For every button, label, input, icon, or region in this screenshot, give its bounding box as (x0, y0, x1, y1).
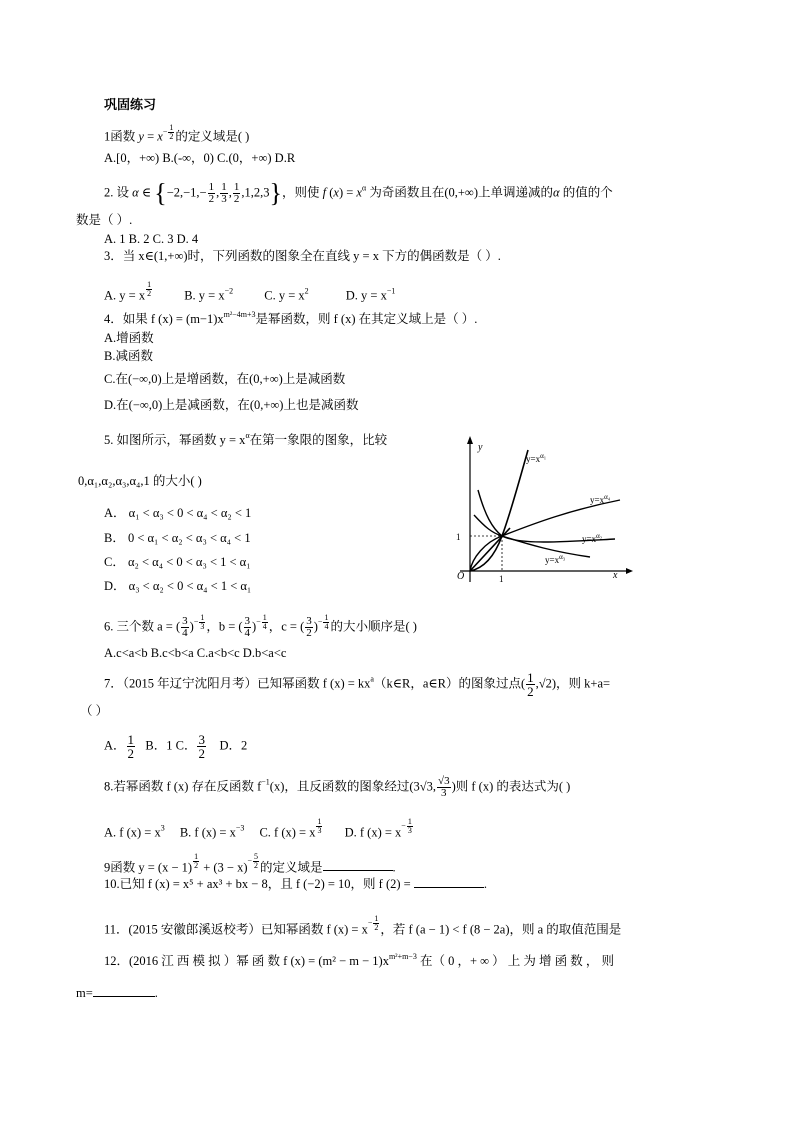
q7-options: A． $\frac{1}{2}$ B．1 C． $\frac{3}{2}$ D．2 (104, 732, 248, 761)
question-5: 5. 如图所示，幂函数 $y = x^\alpha$在第一象限的图象，比较 (104, 431, 388, 447)
q2-line2: 数是（ ）. (76, 213, 133, 227)
q4-option-c: C.在(−∞,0)上是增函数，在(0,+∞)上是减函数 (104, 372, 346, 386)
q5-option-c: C． α₂ < α₄ < 0 < α₃ < 1 < α₁ (104, 555, 251, 569)
curve-label-alpha2: $y=x^{\alpha_2}$ (582, 532, 603, 544)
q5-option-b: B． 0 < α₁ < α₂ < α₃ < α₄ < 1 (104, 531, 251, 545)
q3-option-b: B. y = x (184, 288, 225, 303)
curve-line-y-equals-x (470, 528, 510, 571)
y-axis-arrow (467, 436, 473, 444)
q5-option-d: D． α₃ < α₂ < 0 < α₄ < 1 < α₁ (104, 579, 252, 593)
q9-answer-blank[interactable] (323, 870, 393, 871)
question-8: 8.若幂函数 f (x) 存在反函数 $f^{-1}(x)$，且反函数的图象经过(3√3, $\frac{√3}{3}$ )则 f (x) 的表达式为( ) (104, 775, 571, 799)
question-12: 12．(2016 江 西 模 拟 ）幂 函 数 f $(x) = (m^2 - m - 1)x^{m^2+m-3}$ 在（ 0 ，+ ∞ ） 上 为 增 函 数 ， 则 (104, 952, 615, 968)
tick-label-1y: 1 (456, 532, 461, 542)
q10-answer-blank[interactable] (414, 887, 484, 888)
q4-option-b: B.减函数 (104, 349, 153, 363)
q12-line2: m= . (76, 986, 158, 1000)
y-axis-label: y (478, 442, 483, 453)
q3-option-a: A. y = x (104, 288, 146, 303)
power-function-graph (440, 430, 640, 590)
question-11: 11．(2015 安徽郎溪返校考）已知幂函数 f $(x) = x^{- \frac{1}{2}}$ ，若 f (a − 1) < f (8 − 2a)，则 a 的取值范围是 (104, 914, 622, 937)
q5-line2: 0,α₁,α₂,α₃,α₄,1 的大小( ) (78, 474, 202, 488)
q1-text-b: 的定义域是( ) (175, 129, 250, 144)
question-1: 1函数 $y = x^{- \frac{1}{2}}$ 的定义域是( ) (104, 123, 250, 144)
question-10: 10.已知 f (x) = x⁵ + ax³ + bx − 8，且 f (−2) = 10，则 f (2) = . (104, 877, 487, 891)
q2-set: −2,−1,− (166, 185, 207, 200)
curve-label-alpha3: $y=x^{\alpha_3}$ (545, 553, 566, 565)
q8-options: A. f $(x) = x^3$ B. f $(x) = x^{-3}$ C. f (x) = x $^{\frac{1}{3}}$ D. f $(x) = x^{- \frac{1}{3}}$ (104, 817, 412, 840)
q7-line2: （ ） (80, 704, 109, 718)
q3-option-c: C. y = x (264, 288, 305, 303)
tick-label-1x: 1 (499, 574, 504, 584)
origin-label: O (457, 571, 465, 582)
q1-number: 1 (104, 129, 111, 144)
curve-label-alpha4: $y=x^{\alpha_4}$ (590, 493, 611, 505)
question-2: 2. 设 α ∈ {−2,−1,− $\frac{1}{2}$ , $\frac{1}{3}$ , $\frac{1}{2}$ ,1,2,3}，则使 f $(x) = x^\alpha$ 为奇函数且在(0,+∞)上单调递减的α 的值的个 (104, 178, 613, 208)
curve-label-alpha1: $y=x^{\alpha_1}$ (526, 452, 547, 464)
q1-options: A.[0，+∞) B.(-∞，0) C.(0，+∞) D.R (104, 151, 296, 165)
question-9: 9函数 y = (x − 1) $^{\frac{1}{2}}$ + $(3 - x)^{- \frac{5}{2}}$ 的定义域是 . (104, 852, 396, 875)
question-3: 3．当 x∈(1,+∞)时，下列函数的图象全在直线 y = x 下方的偶函数是（ ）. (104, 249, 501, 263)
question-4: 4．如果 f $(x) = (m-1)x^{m^2-4m+3}$是幂函数，则 f (x) 在其定义域上是（ ）. (104, 310, 478, 326)
question-7: 7．（2015 年辽宁沈阳月考）已知幂函数 f $(x) = kx^a(k\in R$，a∈R）的图象过点( $\frac{1}{2}$ ,√2)，则 k+a= (104, 670, 611, 699)
q4-option-a: A.增函数 (104, 331, 154, 345)
x-axis-arrow (626, 568, 633, 574)
q5-option-a: A． α₁ < α₃ < 0 < α₄ < α₂ < 1 (104, 506, 252, 520)
q12-answer-blank[interactable] (93, 996, 155, 997)
q1-text-a: 函数 (110, 129, 139, 144)
question-6: 6. 三个数 a = ( $\frac{3}{4}$ )$^{- \frac{1}{3}}$ ，b = ( $\frac{3}{4}$ )$^{- \frac{1}{4}}$ ，c = ( $\frac{3}{2}$ )$^{- \frac{1}{4}}$ 的大小顺序是( ) (104, 613, 417, 639)
x-axis-label: x (613, 570, 618, 581)
q3-options: A. y = x $^{\frac{1}{2}}$ B. $y = x^{-2}$ C. $y = x^2$ D. $y = x^{-1}$ (104, 280, 396, 303)
section-title: 巩固练习 (104, 97, 157, 112)
q4-option-d: D.在(−∞,0)上是减函数，在(0,+∞)上也是减函数 (104, 398, 359, 412)
q2-options: A. 1 B. 2 C. 3 D. 4 (104, 232, 199, 246)
q3-option-d: D. y = x (345, 288, 387, 303)
q6-options: A.c<a<b B.c<b<a C.a<b<c D.b<a<c (104, 646, 287, 660)
